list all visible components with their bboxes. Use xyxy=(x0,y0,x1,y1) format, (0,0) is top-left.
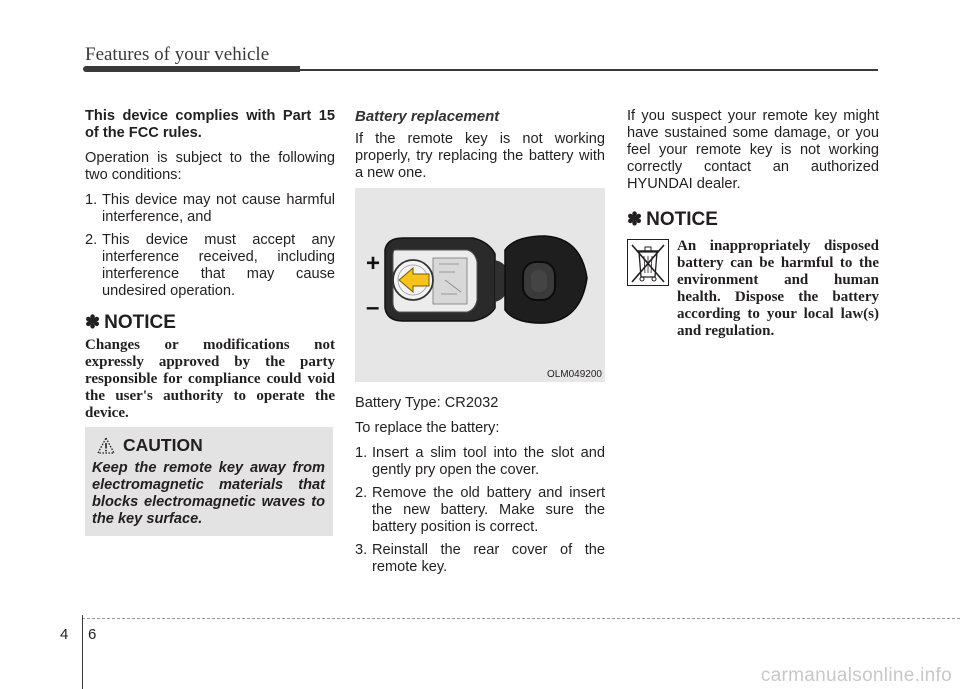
notice-star-icon: ✽ xyxy=(627,209,643,229)
list-item xyxy=(355,542,605,576)
notice-heading xyxy=(85,314,335,331)
column-middle-lower xyxy=(355,395,605,584)
caution-heading xyxy=(97,435,203,456)
footer-dashed-rule xyxy=(82,618,960,619)
list-number: 2. xyxy=(85,232,98,248)
notice-text: Changes or modifications not expressly approved by the party responsible for compliance could void the user's authority to operate the device. xyxy=(85,337,335,421)
notice-star-icon: ✽ xyxy=(85,312,101,332)
list-text: Remove the old battery and insert the new battery. Make sure the battery position is correct. xyxy=(372,485,605,535)
list-item xyxy=(85,232,335,300)
page-header-title: Features of your vehicle xyxy=(85,44,270,65)
battery-intro: If the remote key is not working properly, try replacing the battery with a new one. xyxy=(355,131,605,181)
remote-key-illustration xyxy=(355,188,605,382)
column-left xyxy=(85,108,335,430)
section-title: Battery replacement xyxy=(355,108,500,125)
caution-box xyxy=(85,427,333,536)
caution-title: CAUTION xyxy=(123,435,203,455)
watermark: carmanualsonline.info xyxy=(760,665,952,686)
damage-text: If you suspect your remote key might have sustained some damage, or you feel your remote key is not working correctly contact an authorized HYUNDAI dealer. xyxy=(627,108,879,192)
disposal-notice-text: An inappropriately disposed battery can be harmful to the environment and human health. Dispose the battery according to your local law(s) and regulation. xyxy=(677,238,879,339)
header-rule-thin xyxy=(300,69,878,71)
steps-intro: To replace the battery: xyxy=(355,420,500,436)
header-rule-thick xyxy=(83,66,300,72)
battery-minus-label: – xyxy=(366,294,380,321)
list-number: 1. xyxy=(85,192,98,208)
notice-title: NOTICE xyxy=(104,312,176,333)
figure-code: OLM049200 xyxy=(546,369,602,380)
notice-title: NOTICE xyxy=(646,209,718,230)
list-number: 3. xyxy=(355,542,368,558)
crossed-bin-icon xyxy=(627,239,669,286)
list-item xyxy=(85,192,335,226)
steps-list xyxy=(355,445,605,576)
column-right xyxy=(627,108,879,234)
list-text: This device may not cause harmful interference, and xyxy=(102,192,335,225)
battery-plus-label: + xyxy=(366,250,381,277)
list-text: Insert a slim tool into the slot and gently pry open the cover. xyxy=(372,445,605,478)
footer-vertical-rule xyxy=(82,615,83,689)
list-number: 2. xyxy=(355,485,368,501)
column-middle xyxy=(355,108,605,190)
battery-type: Battery Type: CR2032 xyxy=(355,395,499,411)
caution-text: Keep the remote key away from electromagnetic materials that blocks electromagnetic waves to the key surface. xyxy=(92,460,325,527)
list-item xyxy=(355,445,605,479)
page-number: 6 xyxy=(88,626,97,643)
fcc-statement: This device complies with Part 15 of the FCC rules. xyxy=(85,108,335,141)
operation-intro: Operation is subject to the following two conditions: xyxy=(85,150,335,183)
list-text: This device must accept any interference received, including interference that may cause undesired operation. xyxy=(102,232,335,299)
remote-key-figure xyxy=(355,188,605,382)
list-item xyxy=(355,485,605,536)
warning-triangle-icon xyxy=(97,437,115,455)
notice-heading xyxy=(627,211,879,228)
list-text: Reinstall the rear cover of the remote key. xyxy=(372,542,605,575)
conditions-list xyxy=(85,192,335,300)
chapter-number: 4 xyxy=(60,626,69,643)
list-number: 1. xyxy=(355,445,368,461)
